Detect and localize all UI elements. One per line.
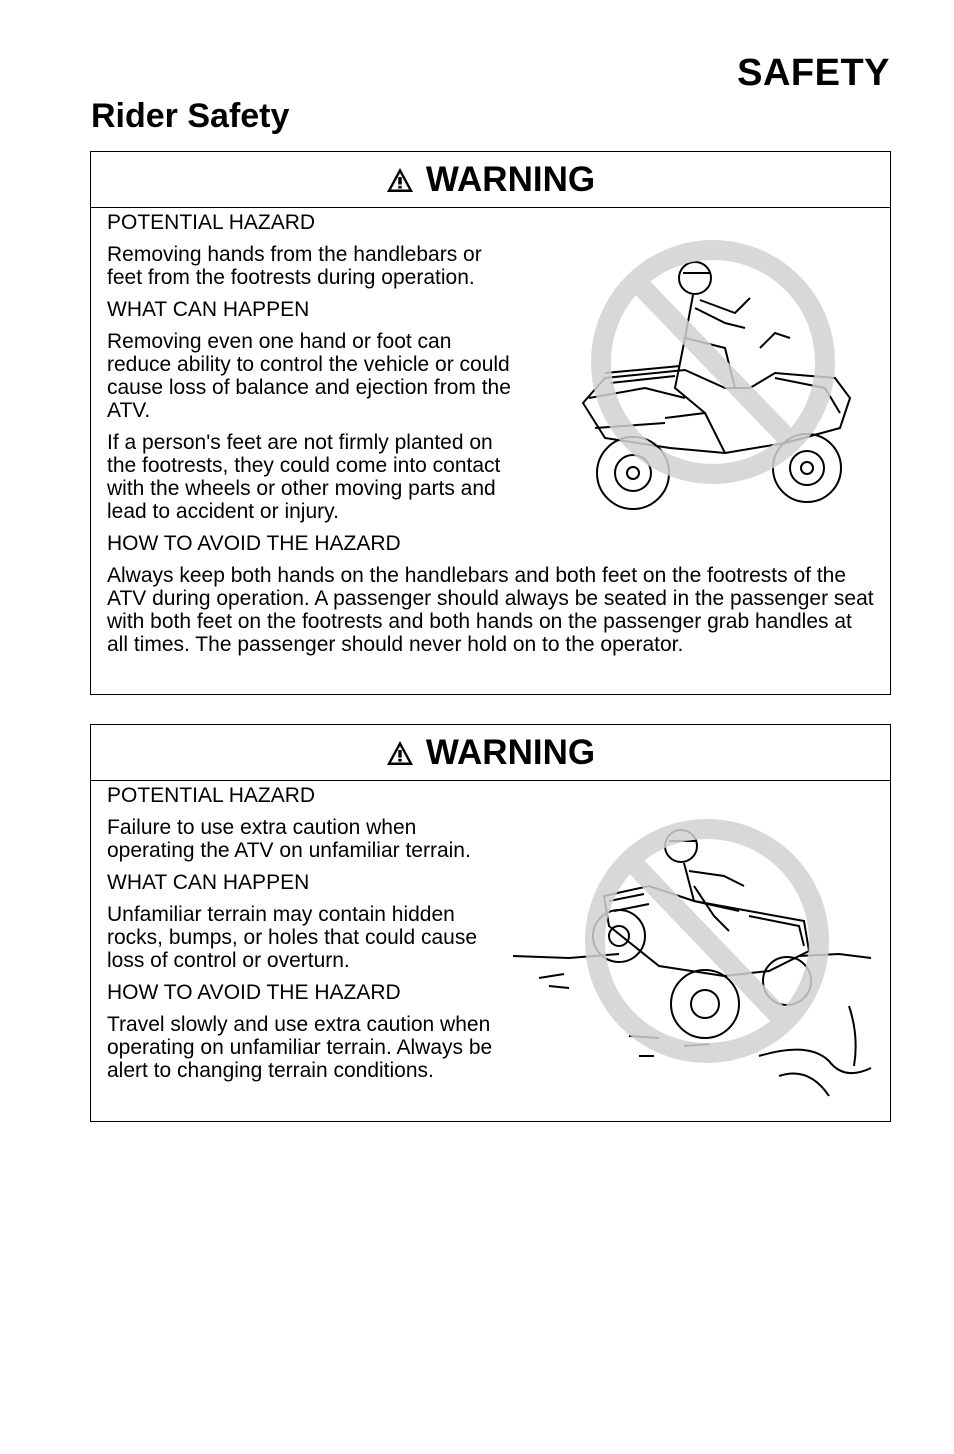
what-can-happen-label: WHAT CAN HAPPEN [107,298,310,321]
atv-rider-hands-off-illustration [575,238,865,518]
what-can-happen-text: Unfamiliar terrain may contain hidden rocks, bumps, or holes that could cause loss of control or overturn. [107,903,478,972]
page-heading: Rider Safety [91,97,290,135]
warning-header [91,152,890,208]
warning-box-hands-feet [90,151,891,695]
potential-hazard-text: Removing hands from the handlebars or feet from the footrests during operation. [107,243,482,289]
how-to-avoid-label: HOW TO AVOID THE HAZARD [107,532,401,555]
what-can-happen-label: WHAT CAN HAPPEN [107,871,310,894]
how-to-avoid-label: HOW TO AVOID THE HAZARD [107,981,401,1004]
warning-body [91,781,890,1082]
warning-text-column [107,211,519,555]
what-can-happen-text: If a person's feet are not firmly planted on the footrests, they could come into contact with the wheels or other moving parts and lead to accident or injury. [107,431,501,523]
what-can-happen-text: Removing even one hand or foot can reduce ability to control the vehicle or could cause loss of balance and ejection from the ATV. [107,330,511,422]
potential-hazard-label: POTENTIAL HAZARD [107,211,316,234]
warning-box-unfamiliar-terrain [90,724,891,1122]
potential-hazard-text: Failure to use extra caution when operating the ATV on unfamiliar terrain. [107,816,471,862]
warning-text-column [107,784,505,1082]
warning-header-label: WARNING [425,159,596,199]
warning-header-label: WARNING [425,732,596,772]
warning-triangle-icon [386,740,414,766]
warning-triangle-icon [386,167,414,193]
section-title: SAFETY [737,52,890,94]
how-to-avoid-text: Travel slowly and use extra caution when operating on unfamiliar terrain. Always be alert to changing terrain conditions. [107,1013,493,1082]
how-to-avoid-text: Always keep both hands on the handlebars and both feet on the footrests of the ATV during operation. A passenger should always be seated in the passenger seat with both feet on the footrests and both hands on the passenger grab handles at all times. The passenger should never hold on to the operator. [107,564,874,656]
potential-hazard-label: POTENTIAL HAZARD [107,784,316,807]
atv-unfamiliar-terrain-illustration [509,806,875,1106]
warning-body [91,208,890,656]
warning-header [91,725,890,781]
